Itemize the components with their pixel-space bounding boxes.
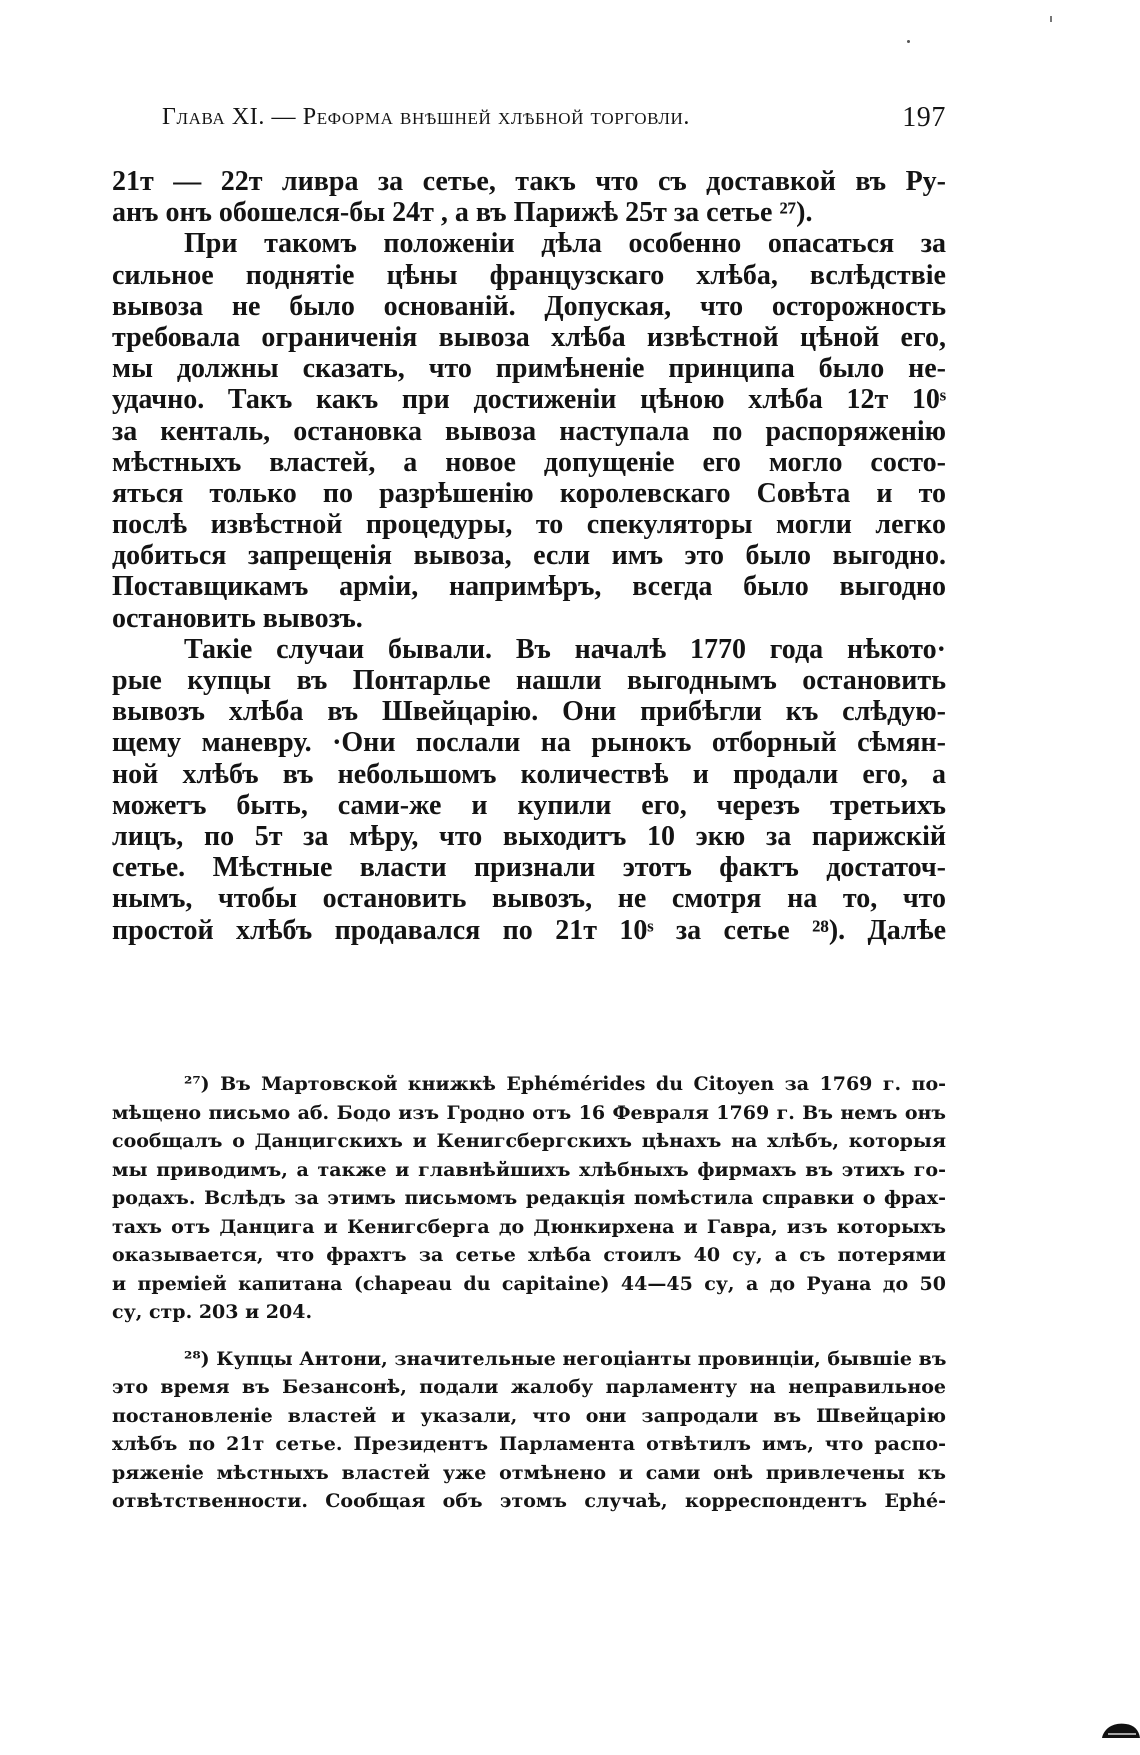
text-line: удачно. Такъ какъ при достиженіи цѣною хлѣба 12ᴛ 10ˢ <box>112 384 946 416</box>
footnote-line: отвѣтственности. Сообщая объ этомъ случаѣ, корреспондентъ Ephé- <box>112 1490 946 1512</box>
chapter-title: Глава XI. — Реформа внѣшней хлѣбной торговли. <box>162 104 691 130</box>
text-line: рые купцы въ Понтарлье нашли выгоднымъ остановить <box>112 665 946 696</box>
text-line: добиться запрещенія вывоза, если имъ это было выгодно. <box>112 540 946 572</box>
text-line: можетъ быть, сами-же и купили его, черезъ третьихъ <box>112 789 946 821</box>
footnote-line: родахъ. Вслѣдъ за этимъ письмомъ редакція помѣстила справки о фрах- <box>112 1187 946 1209</box>
footnote-line: постановленіе властей и указали, что они запродали въ Швейцарію <box>112 1404 946 1427</box>
text-line: вывоза не было основаній. Допуская, что осторожность <box>112 290 946 322</box>
footnote-line: оказывается, что фрахтъ за сетье хлѣба стоилъ 40 су, а съ потерями <box>112 1244 946 1266</box>
text-line: мы должны сказать, что примѣненіе принципа было не- <box>112 353 946 385</box>
text-line: остановить вывозъ. <box>112 602 363 634</box>
text-line: за кенталь, остановка вывоза наступала по распоряженію <box>112 415 946 447</box>
text-line: сетье. Мѣстные власти признали этотъ фактъ достаточ- <box>112 852 946 884</box>
text-line: сильное поднятіе цѣны французскаго хлѣба, вслѣдствіе <box>112 259 946 291</box>
footnote-28 <box>112 1345 946 1516</box>
footnote-27 <box>112 1070 946 1327</box>
page-number: 197 <box>902 102 946 133</box>
text-line: ной хлѣбъ въ небольшомъ количествѣ и продали его, а <box>112 758 946 790</box>
ink-blot-icon <box>1098 1720 1140 1740</box>
text-line: требовала ограниченія вывоза хлѣба извѣстной цѣной его, <box>112 321 946 353</box>
text-line: Такіе случаи бывали. Въ началѣ 1770 года нѣкото· <box>184 633 946 665</box>
text-line: При такомъ положеніи дѣла особенно опасаться за <box>184 228 946 260</box>
footnote-line: су, стр. 203 и 204. <box>112 1301 313 1323</box>
text-line: Поставщикамъ арміи, напримѣръ, всегда было выгодно <box>112 571 946 603</box>
text-line: 21ᴛ — 22ᴛ ливра за сетье, такъ что съ доставкой въ Ру- <box>112 166 946 197</box>
text-line: послѣ извѣстной процедуры, то спекуляторы могли легко <box>112 509 946 541</box>
text-line: лицъ, по 5ᴛ за мѣру, что выходитъ 10 экю за парижскій <box>112 820 946 852</box>
footnote-line: и преміей капитана (chapeau du capitaine) 44—45 су, а до Руана до 50 <box>112 1272 946 1295</box>
footnote-line: ²⁸) Купцы Антони, значительные негоціанты провинціи, бывшіе въ <box>184 1347 947 1370</box>
footnote-line: ряженіе мѣстныхъ властей уже отмѣнено и сами онѣ привлечены къ <box>112 1461 946 1484</box>
text-line: нымъ, чтобы остановить вывозъ, не смотря на то, что <box>112 883 946 915</box>
text-line: яться только по разрѣшенію королевскаго Совѣта и то <box>112 477 946 509</box>
text-line: вывозъ хлѣба въ Швейцарію. Они прибѣгли къ слѣдую- <box>112 696 946 728</box>
footnote-line: мы приводимъ, а также и главнѣйшихъ хлѣбныхъ фирмахъ въ этихъ го- <box>112 1158 946 1181</box>
footnote-line: мѣщено письмо аб. Бодо изъ Гродно отъ 16 Февраля 1769 г. Въ немъ онъ <box>112 1101 946 1124</box>
running-header <box>112 100 946 140</box>
footnotes <box>112 1070 946 1516</box>
print-speck <box>1050 16 1052 22</box>
text-line: мѣстныхъ властей, а новое допущеніе его могло состо- <box>112 446 946 478</box>
footnote-line: хлѣбъ по 21ᴛ сетье. Президентъ Парламента отвѣтилъ имъ, что распо- <box>112 1433 946 1455</box>
footnote-line: ²⁷) Въ Мартовской книжкѣ Ephémérides du Citoyen за 1769 г. по- <box>184 1073 946 1095</box>
footnote-line: сообщалъ о Данцигскихъ и Кенигсбергскихъ цѣнахъ на хлѣбъ, которыя <box>112 1130 946 1152</box>
text-line: щему маневру. ·Они послали на рынокъ отборный сѣмян- <box>112 727 946 759</box>
text-line: анъ онъ обошелся-бы 24ᴛ , а въ Парижѣ 25ᴛ за сетье ²⁷). <box>112 197 813 229</box>
print-speck <box>907 40 910 43</box>
footnote-line: это время въ Безансонѣ, подали жалобу парламенту на неправильное <box>112 1376 946 1398</box>
main-text <box>112 166 946 946</box>
text-line: простой хлѣбъ продавался по 21ᴛ 10ˢ за сетье ²⁸). Далѣе <box>112 914 946 946</box>
footnote-line: тахъ отъ Данцига и Кенигсберга до Дюнкирхена и Гавра, изъ которыхъ <box>112 1215 946 1238</box>
